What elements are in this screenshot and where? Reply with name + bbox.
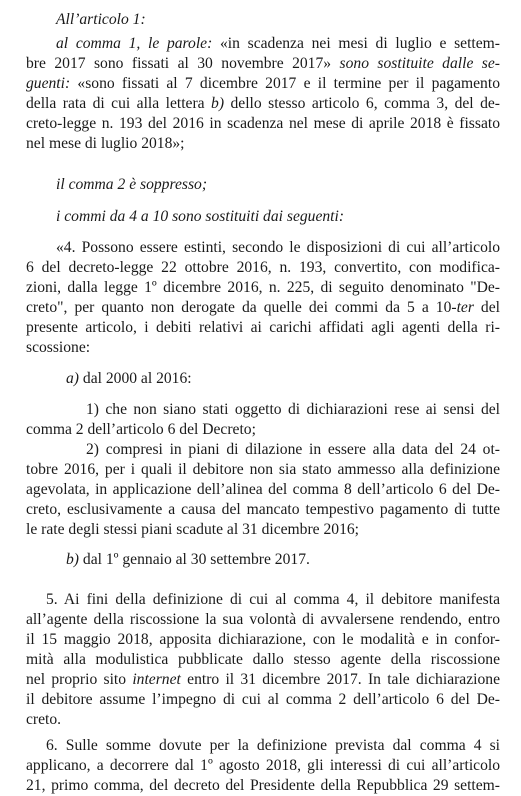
comma1-line-3: guenti: «sono fissati al 7 dicembre 2017 e il termine per il pagamento xyxy=(26,75,500,92)
comma1-line-5: creto-legge n. 193 del 2016 in scadenza nel mese di aprile 2018 è fissato xyxy=(26,115,500,132)
item-1-line-1: 1) che non siano stati oggetto di dichiarazioni rese ai sensi del xyxy=(86,401,500,418)
article-heading: All’articolo 1: xyxy=(56,11,146,28)
p4-line-5: presente articolo, i debiti relativi ai carichi affidati agli agenti della ri- xyxy=(26,319,500,336)
p4-line-3: zioni, dalla legge 1º dicembre 2016, n. 225, di seguito denominato "De- xyxy=(26,279,500,296)
commi-4-10-replaced: i commi da 4 a 10 sono sostituiti dai seguenti: xyxy=(56,208,345,225)
item-2-line-3: agevolata, in applicazione dell’alinea del comma 8 dell’articolo 6 del De- xyxy=(26,481,500,498)
p4-line-1: «4. Possono essere estinti, secondo le disposizioni di cui all’articolo xyxy=(56,239,500,256)
p5-line-5: nel proprio sito internet entro il 31 dicembre 2017. In tale dichiarazione xyxy=(26,671,500,688)
comma1-line-1 xyxy=(56,34,500,54)
item-1-line-2: comma 2 dell’articolo 6 del Decreto; xyxy=(26,421,256,438)
p5-line-2: all’agente della riscossione la sua volontà di avvalersene rendendo, entro xyxy=(26,611,500,628)
p5-line-4: mità alla modulistica pubblicate dallo stesso agente della riscossione xyxy=(26,651,500,668)
p6-line-1: 6. Sulle somme dovute per la definizione prevista dal comma 4 si xyxy=(46,737,500,754)
comma2-suppressed: il comma 2 è soppresso; xyxy=(56,176,208,193)
p6-line-3: 21, primo comma, del decreto del Presidente della Repubblica 29 settem- xyxy=(26,777,500,794)
p5-line-3: il 15 maggio 2018, apposita dichiarazione, con le modalità e in confor- xyxy=(26,631,500,648)
p5-line-1: 5. Ai fini della definizione di cui al comma 4, il debitore manifesta xyxy=(46,591,500,608)
comma1-line-6: nel mese di luglio 2018»; xyxy=(26,135,185,152)
p4-line-6: scossione: xyxy=(26,339,91,356)
comma1-intro: al comma 1, le parole: xyxy=(56,35,213,52)
item-2-line-4: creto, esclusivamente a causa del mancato tempestivo pagamento di tutte xyxy=(26,501,500,518)
item-b: b) dal 1º gennaio al 30 settembre 2017. xyxy=(66,551,310,568)
comma1-line-4: della rata di cui alla lettera b) dello stesso articolo 6, comma 3, del de- xyxy=(26,95,500,112)
item-2-line-5: le rate degli stessi piani scadute al 31 dicembre 2016; xyxy=(26,521,359,538)
item-2-line-2: tobre 2016, per i quali il debitore non sia stato ammesso alla definizione xyxy=(26,461,500,478)
item-2-line-1: 2) compresi in piani di dilazione in essere alla data del 24 ot- xyxy=(86,441,500,458)
p4-line-2: 6 del decreto-legge 22 ottobre 2016, n. 193, convertito, con modifica- xyxy=(26,259,500,276)
comma1-quote-start: «in scadenza nei mesi di luglio e settem- xyxy=(212,35,500,52)
item-a: a) dal 2000 al 2016: xyxy=(66,370,192,387)
comma1-line-2: bre 2017 sono fissati al 30 novembre 2017» sono sostituite dalle se- xyxy=(26,55,500,72)
p4-line-4: creto", per quanto non derogate da quelle dei commi da 5 a 10-ter del xyxy=(26,299,500,316)
p6-line-2: applicano, a decorrere dal 1º agosto 2018, gli interessi di cui all’articolo xyxy=(26,757,500,774)
p5-line-7: creto. xyxy=(26,711,62,728)
p5-line-6: il debitore assume l’impegno di cui al comma 2 dell’articolo 6 del De- xyxy=(26,691,500,708)
